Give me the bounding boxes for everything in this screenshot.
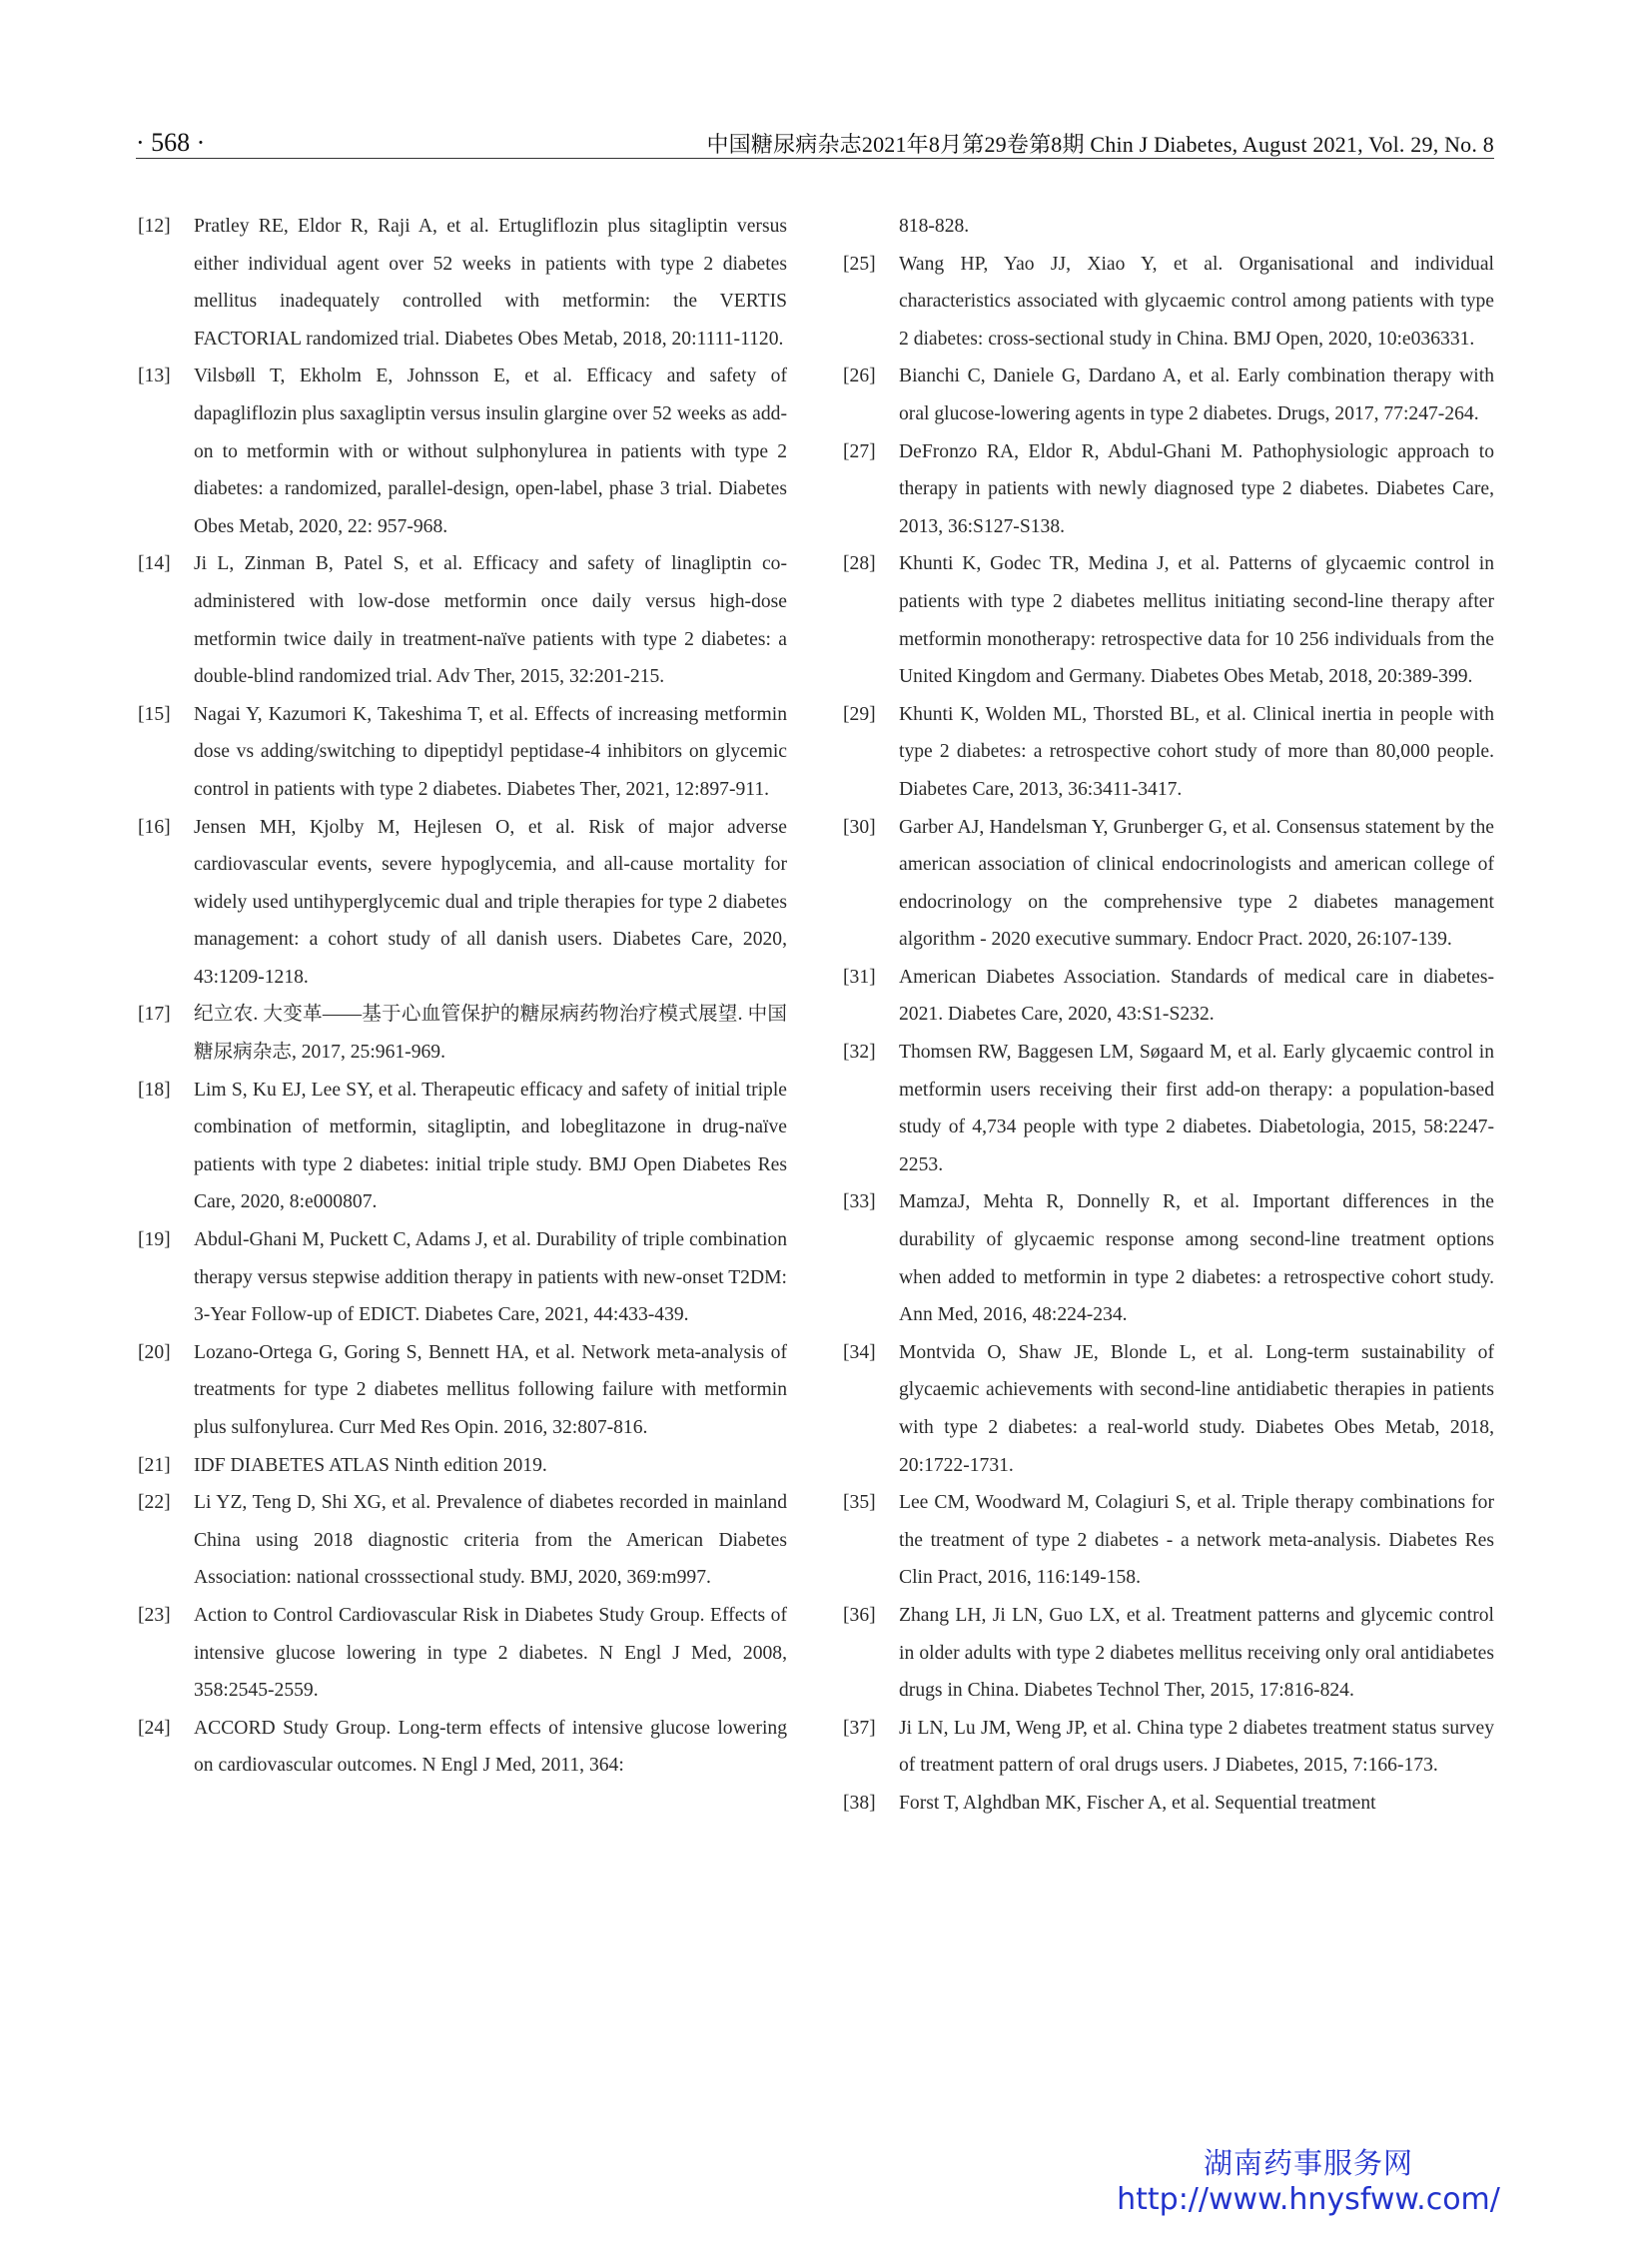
reference-item	[136, 809, 787, 997]
reference-item	[841, 358, 1494, 432]
reference-number: [38]	[843, 1792, 876, 1814]
reference-item	[136, 1221, 787, 1334]
reference-text: Lozano-Ortega G, Goring S, Bennett HA, et al. Network meta-analysis of treatments for type 2 diabetes mellitus following failure with metformin plus sulfonylurea. Curr Med Res Opin. 2016, 32:807-816.	[194, 1341, 787, 1438]
reference-text: Lim S, Ku EJ, Lee SY, et al. Therapeutic efficacy and safety of initial triple combination of metformin, sitagliptin, and lobeglitazone in drug-naïve patients with type 2 diabetes: initial triple study. BMJ Open Diabetes Res Care, 2020, 8:e000807.	[194, 1079, 787, 1213]
reference-item	[841, 246, 1494, 359]
reference-item	[136, 1334, 787, 1447]
reference-number: [26]	[843, 366, 876, 387]
reference-text: Ji L, Zinman B, Patel S, et al. Efficacy and safety of linagliptin co-administered with low-dose metformin once daily versus high-dose metformin twice daily in treatment-naïve patients with type 2 diabetes: a double-blind randomized trial. Adv Ther, 2015, 32:201-215.	[194, 553, 787, 688]
reference-text: 纪立农. 大变革——基于心血管保护的糖尿病药物治疗模式展望. 中国糖尿病杂志, 2017, 25:961-969.	[194, 1004, 787, 1064]
reference-number: [13]	[138, 366, 171, 387]
reference-item	[841, 1334, 1494, 1484]
reference-number: [15]	[138, 703, 171, 725]
reference-number: [12]	[138, 216, 171, 237]
reference-text: Montvida O, Shaw JE, Blonde L, et al. Long-term sustainability of glycaemic achievements with second-line antidiabetic therapies in patients with type 2 diabetes: a real-world study. Diabetes Obes Metab, 2018, 20:1722-1731.	[899, 1341, 1494, 1476]
reference-text: MamzaJ, Mehta R, Donnelly R, et al. Important differences in the durability of glycaemic response among second-line treatment options when added to metformin in type 2 diabetes: a retrospective cohort study. Ann Med, 2016, 48:224-234.	[899, 1191, 1494, 1326]
reference-text: Zhang LH, Ji LN, Guo LX, et al. Treatment patterns and glycemic control in older adults with type 2 diabetes mellitus receiving only oral antidiabetes drugs in China. Diabetes Technol Ther, 2015, 17:816-824.	[899, 1604, 1494, 1702]
reference-number: [17]	[138, 1004, 171, 1026]
reference-item	[136, 1710, 787, 1785]
reference-text: Khunti K, Godec TR, Medina J, et al. Patterns of glycaemic control in patients with type 2 diabetes mellitus initiating second-line therapy after metformin monotherapy: retrospective data for 10 256 individuals from the United Kingdom and Germany. Diabetes Obes Metab, 2018, 20:389-399.	[899, 553, 1494, 688]
reference-number: [19]	[138, 1229, 171, 1251]
reference-number: [33]	[843, 1191, 876, 1213]
reference-number: [16]	[138, 816, 171, 838]
reference-number: [20]	[138, 1341, 171, 1363]
reference-number: [14]	[138, 553, 171, 575]
reference-text: Li YZ, Teng D, Shi XG, et al. Prevalence of diabetes recorded in mainland China using 2018 diagnostic criteria from the American Diabetes Association: national crosssectional study. BMJ, 2020, 369:m997.	[194, 1492, 787, 1589]
reference-item	[841, 545, 1494, 695]
reference-number: [36]	[843, 1604, 876, 1626]
reference-text: Pratley RE, Eldor R, Raji A, et al. Ertugliflozin plus sitagliptin versus either individual agent over 52 weeks in patients with type 2 diabetes mellitus inadequately controlled with metformin: the VERTIS FACTORIAL randomized trial. Diabetes Obes Metab, 2018, 20:1111-1120.	[194, 216, 787, 350]
reference-number: [31]	[843, 966, 876, 988]
reference-text: Jensen MH, Kjolby M, Hejlesen O, et al. Risk of major adverse cardiovascular events, severe hypoglycemia, and all-cause mortality for widely used untihyperglycemic dual and triple therapies for type 2 diabetes management: a cohort study of all danish users. Diabetes Care, 2020, 43:1209-1218.	[194, 816, 787, 988]
reference-number: [28]	[843, 553, 876, 575]
reference-item	[841, 1183, 1494, 1333]
page-header	[136, 118, 1494, 159]
watermark-url[interactable]: http://www.hnysfww.com/	[1117, 2182, 1500, 2217]
reference-number: [29]	[843, 703, 876, 725]
reference-text: Ji LN, Lu JM, Weng JP, et al. China type 2 diabetes treatment status survey of treatment pattern of oral drugs users. J Diabetes, 2015, 7:166-173.	[899, 1717, 1494, 1777]
reference-item	[136, 208, 787, 358]
references-left-column	[136, 208, 787, 1785]
journal-citation: 中国糖尿病杂志2021年8月第29卷第8期 Chin J Diabetes, August 2021, Vol. 29, No. 8	[706, 132, 1494, 157]
reference-item	[841, 696, 1494, 809]
reference-item	[841, 1597, 1494, 1710]
reference-text: Garber AJ, Handelsman Y, Grunberger G, et al. Consensus statement by the american association of clinical endocrinologists and american college of endocrinology on the comprehensive type 2 diabetes management algorithm - 2020 executive summary. Endocr Pract. 2020, 26:107-139.	[899, 816, 1494, 951]
reference-item	[136, 1072, 787, 1221]
reference-number: [23]	[138, 1604, 171, 1626]
reference-item	[841, 1710, 1494, 1785]
reference-number: [25]	[843, 253, 876, 275]
reference-item	[136, 996, 787, 1071]
reference-item	[136, 358, 787, 545]
reference-number: [21]	[138, 1454, 171, 1476]
reference-item	[136, 1484, 787, 1597]
reference-text: Khunti K, Wolden ML, Thorsted BL, et al. Clinical inertia in people with type 2 diabetes: a retrospective cohort study of more than 80,000 people. Diabetes Care, 2013, 36:3411-3417.	[899, 703, 1494, 800]
reference-item	[841, 1484, 1494, 1597]
reference-item	[841, 1034, 1494, 1183]
reference-text: DeFronzo RA, Eldor R, Abdul-Ghani M. Pathophysiologic approach to therapy in patients with newly diagnosed type 2 diabetes. Diabetes Care, 2013, 36:S127-S138.	[899, 440, 1494, 537]
reference-text: Forst T, Alghdban MK, Fischer A, et al. Sequential treatment	[899, 1792, 1376, 1814]
reference-number: [37]	[843, 1717, 876, 1739]
reference-text: IDF DIABETES ATLAS Ninth edition 2019.	[194, 1454, 547, 1476]
reference-item	[841, 433, 1494, 546]
reference-text: Bianchi C, Daniele G, Dardano A, et al. Early combination therapy with oral glucose-lowering agents in type 2 diabetes. Drugs, 2017, 77:247-264.	[899, 366, 1494, 424]
reference-text: Wang HP, Yao JJ, Xiao Y, et al. Organisational and individual characteristics associated with glycaemic control among patients with type 2 diabetes: cross-sectional study in China. BMJ Open, 2020, 10:e036331.	[899, 253, 1494, 350]
watermark-name: 湖南药事服务网	[1203, 2146, 1413, 2180]
reference-number: [35]	[843, 1492, 876, 1514]
reference-number: [22]	[138, 1492, 171, 1514]
page-number: · 568 ·	[136, 128, 206, 157]
reference-number: [30]	[843, 816, 876, 838]
reference-text: American Diabetes Association. Standards of medical care in diabetes-2021. Diabetes Care, 2020, 43:S1-S232.	[899, 966, 1494, 1026]
reference-text: Abdul-Ghani M, Puckett C, Adams J, et al. Durability of triple combination therapy versus stepwise addition therapy in patients with new-onset T2DM: 3-Year Follow-up of EDICT. Diabetes Care, 2021, 44:433-439.	[194, 1229, 787, 1326]
reference-item	[136, 545, 787, 695]
reference-number: [18]	[138, 1079, 171, 1101]
watermark	[1099, 2145, 1518, 2219]
reference-item	[136, 1597, 787, 1710]
reference-text: 818-828.	[899, 216, 970, 237]
reference-number: [34]	[843, 1341, 876, 1363]
reference-item	[841, 959, 1494, 1034]
reference-text: Thomsen RW, Baggesen LM, Søgaard M, et al. Early glycaemic control in metformin users receiving their first add-on therapy: a population-based study of 4,734 people with type 2 diabetes. Diabetologia, 2015, 58:2247-2253.	[899, 1042, 1494, 1175]
reference-text: Nagai Y, Kazumori K, Takeshima T, et al. Effects of increasing metformin dose vs adding/switching to dipeptidyl peptidase-4 inhibitors on glycemic control in patients with type 2 diabetes. Diabetes Ther, 2021, 12:897-911.	[194, 703, 787, 800]
reference-number: [27]	[843, 440, 876, 462]
reference-text: Lee CM, Woodward M, Colagiuri S, et al. Triple therapy combinations for the treatment of type 2 diabetes - a network meta-analysis. Diabetes Res Clin Pract, 2016, 116:149-158.	[899, 1492, 1494, 1589]
reference-text: Action to Control Cardiovascular Risk in Diabetes Study Group. Effects of intensive glucose lowering in type 2 diabetes. N Engl J Med, 2008, 358:2545-2559.	[194, 1604, 787, 1702]
reference-item	[136, 1447, 787, 1485]
reference-number: [32]	[843, 1042, 876, 1064]
reference-number: [24]	[138, 1717, 171, 1739]
references-right-column	[841, 208, 1494, 1823]
reference-item	[841, 809, 1494, 959]
reference-text: Vilsbøll T, Ekholm E, Johnsson E, et al. Efficacy and safety of dapagliflozin plus saxagliptin versus insulin glargine over 52 weeks as add-on to metformin with or without sulphonylurea in patients with type 2 diabetes: a randomized, parallel-design, open-label, phase 3 trial. Diabetes Obes Metab, 2020, 22: 957-968.	[194, 366, 787, 537]
reference-item	[841, 1785, 1494, 1823]
reference-item	[841, 208, 1494, 246]
reference-text: ACCORD Study Group. Long-term effects of intensive glucose lowering on cardiovascular outcomes. N Engl J Med, 2011, 364:	[194, 1717, 787, 1777]
reference-item	[136, 696, 787, 809]
